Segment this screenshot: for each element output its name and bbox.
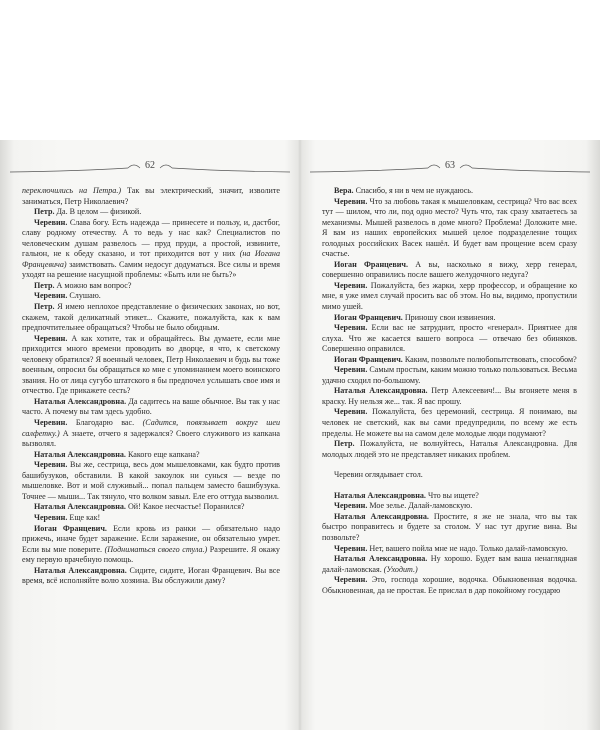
dialogue-text: А вы, насколько я вижу, херр генерал, совершенно оправились после вашего желудочного недуга? (322, 259, 577, 280)
paragraph (22, 418, 280, 450)
paragraph (322, 470, 577, 481)
dialogue-text: Еще как! (67, 512, 101, 522)
stage-direction: (Подниматься своего стула.) (104, 544, 208, 554)
speaker-name: Иоган Францевич. (334, 354, 403, 364)
paragraph (22, 502, 280, 513)
dialogue-text: заимствовать. Самим недосуг додуматься. Все силы и время уходят на решение насущной проблемы: «Быть или не быть?» (22, 259, 280, 280)
speaker-name: Наталья Александровна. (334, 490, 426, 500)
speaker-name: Наталья Александровна. (334, 386, 428, 396)
book-spread (0, 140, 600, 730)
dialogue-text: Ой! Какое несчастье! Поранился? (125, 502, 245, 512)
paragraph (22, 302, 280, 334)
page-header-left (0, 158, 300, 180)
speaker-name: Иоган Францевич. (334, 312, 403, 322)
dialogue-text: Благодарю вас. (67, 418, 143, 428)
paragraph (22, 207, 280, 218)
paragraph (322, 575, 577, 596)
paragraph (322, 554, 577, 575)
paragraph (322, 260, 577, 281)
dialogue-text: Если вас не затруднит, просто «генерал». Приятнее для слуха. Что же касается вашего вопроса — отвечаю без обиняков. Совершенно оправился. (322, 323, 577, 354)
dialogue-text: Так вы электрический, значит, изволите заниматься, Петр Николаевич? (22, 186, 281, 206)
dialogue-text: Пожалуйста, не волнуйтесь, Наталья Александровна. Для молодых людей это не представляет никаких проблем. (322, 439, 577, 459)
speaker-name: Иоган Францевич. (34, 523, 107, 533)
paragraph (322, 386, 577, 407)
dialogue-text: Слушаю. (67, 291, 101, 301)
paragraph (322, 323, 577, 355)
speaker-name: Наталья Александровна. (34, 396, 127, 406)
dialogue-text: Каким, позвольте полюбопытствовать, способом? (402, 354, 577, 364)
right-page (300, 140, 600, 730)
dialogue-text: Это, господа хорошие, водочка. Обыкновенная водочка. Обыкновенная, да не простая. Ее прислал в дар покойному государю (322, 575, 577, 595)
page-header-right (300, 158, 600, 180)
dialogue-text: Приношу свои извинения. (402, 312, 496, 322)
paragraph (22, 513, 280, 524)
speaker-name: Черевин. (334, 365, 368, 375)
dialogue-text: Да садитесь на ваше обычное. Вы так у нас часто. А почему вы там здесь удобно. (22, 396, 280, 417)
dialogue-text: Петр Алексеевич!... Вы вгоняете меня в краску. Ну нельзя же... так. Я вас прошу. (322, 386, 577, 406)
dialogue-text: Сидите, сидите, Иоган Францевич. Вы все время, всё исполняйте волю хозяина. Вы обслужили даму? (22, 565, 280, 586)
dialogue-text: Пожалуйста, без жарки, херр профессор, и обращение ко мне, я уже имел случай просить вас об этом. Но вы, видимо, пропустили мимо ушей. (322, 280, 577, 312)
paragraph (22, 524, 280, 566)
stage-direction: переключились на Петра.) (22, 186, 122, 195)
speaker-name: Черевин. (34, 418, 68, 428)
dialogue-text: А можно вам вопрос? (54, 280, 132, 290)
paragraph (322, 501, 577, 512)
dialogue-text: А как хотите, так и обращайтесь. Вы думаете, если мне приходится много времени проводить во дворце, я что, к светскому человеку обратился? Я военный человек, Петр Николаевич и будь вы тоже военным, опросил бы обращаться ко мне с упоминанием моего воинского звания. Но от лица сугубо штатского я бы предпочел услышать свое имя и отчество. Где прикажете сесть? (22, 333, 280, 396)
stage-direction: (на Иогана Францевича) (22, 249, 280, 269)
dialogue-text: Нет, вашего пойла мне не надо. Только далай-ламовскую. (367, 543, 568, 553)
right-page-text (322, 186, 577, 596)
paragraph (322, 544, 577, 555)
speaker-name: Наталья Александровна. (34, 502, 126, 512)
dialogue-text: Ну хорошо. Будет вам ваша ненаглядная далай-ламовская. (322, 554, 578, 574)
paragraph (22, 291, 280, 302)
paragraph (22, 186, 280, 207)
paragraph (322, 355, 577, 366)
speaker-name: Черевин. (334, 196, 368, 206)
speaker-name: Черевин. (34, 217, 68, 227)
speaker-name: Вера. (334, 186, 354, 195)
speaker-name: Наталья Александровна. (34, 565, 127, 575)
speaker-name: Наталья Александровна. (34, 449, 126, 459)
paragraph (22, 334, 280, 397)
paragraph (22, 281, 280, 292)
dialogue-text: Какого еще капкана? (125, 449, 200, 459)
paragraph (322, 313, 577, 324)
speaker-name: Черевин. (334, 407, 368, 417)
paragraph (22, 397, 280, 418)
speaker-name: Иоган Францевич. (334, 259, 409, 269)
paragraph (22, 460, 280, 502)
dialogue-text: Черевин оглядывает стол. (334, 470, 423, 480)
dialogue-text: Пожалуйста, без церемоний, сестрица. Я понимаю, вы человек не светский, как вы сами предупредили, по всему же есть пределы. Не можете вы на самом деле молодые люди подумают? (322, 407, 577, 438)
paragraph (322, 407, 577, 439)
speaker-name: Черевин. (334, 323, 368, 333)
left-page (0, 140, 300, 730)
stage-direction: (Садится, повязывает вокруг шеи салфетку.) (22, 418, 280, 438)
paragraph (322, 197, 577, 260)
speaker-name: Петр. (334, 439, 355, 449)
dialogue-text: Слава богу. Есть надежда — принесете и пользу, и, дастбог, славу родному отечеству. А то ведь у нас как? Специалистов по человеческим душам развелось — пруд пруди, а простой, извините, гальюн, не к обеду сказано, и тот приходится вот у них (22, 217, 280, 259)
speaker-name: Петр. (34, 207, 55, 217)
dialogue-text: Спасибо, я ни в чем не нуждаюсь. (353, 186, 474, 195)
speaker-name: Петр. (34, 280, 55, 290)
dialogue-text: Да. В целом — физикой. (54, 207, 142, 217)
dialogue-text: Самым простым, каким можно только пользоваться. Весьма удачно сходил по-большому. (322, 365, 577, 385)
page-number-left: 62 (145, 160, 155, 171)
speaker-name: Черевин. (34, 460, 68, 470)
paragraph (322, 186, 577, 197)
paragraph (322, 365, 577, 386)
paragraph (22, 218, 280, 281)
dialogue-text: Что за любовь такая к мышеловкам, сестрица? Что вас всех тут — шилом, что ли, под одно место? Чуть что, так сразу хватаетесь за механизмы. Мышей развелось в доме много? Проблема! Доложите мне. Я вам из наших европейских мышей целое подразделение тощих голодных российских Васек нашёл. И будет вам прощение всем сразу счастье. (322, 196, 577, 259)
paragraph (322, 281, 577, 313)
dialogue-text: А знаете, отчего я задержался? Своего служивого из капкана вызволял. (22, 428, 280, 449)
speaker-name: Черевин. (334, 501, 368, 511)
dialogue-text: Что вы ищете? (425, 490, 479, 500)
dialogue-text: Разрешите. Я окажу ему первую врачебную помощь. (22, 544, 280, 565)
dialogue-text: Простите, я же не знала, что вы так быстро поправитесь и будете за столом. У нас тут другие вина. Вы позвольте? (322, 511, 577, 542)
dialogue-text: Если кровь из ранки — обязательно надо прижечь, иначе будет заражение. Если заражение, он обязательно умрет. Если вы мне поверите. (22, 523, 280, 554)
speaker-name: Черевин. (34, 333, 68, 343)
paragraph (22, 566, 280, 587)
paragraph (22, 450, 280, 461)
speaker-name: Черевин. (34, 291, 68, 301)
speaker-name: Черевин. (334, 575, 368, 585)
dialogue-text: Я имею неплохое представление о физических законах, но вот, скажем, такой деликатный этикет... Скажите, пожалуйста, как к вам предпочтительнее обращаться? Чтобы не было обидным. (22, 302, 280, 333)
speaker-name: Черевин. (334, 280, 368, 290)
dialogue-text: Мое зелье. Далай-ламовскую. (367, 501, 473, 511)
speaker-name: Наталья Александровна. (334, 511, 429, 521)
dialogue-text: Вы же, сестрица, весь дом мышеловками, как будто против башибузуков, обставили. В какой закоулок ни сунься — везде по мышеловке. Вот и мой служивый... попал пальцем заместо башибузука. Точнее — мыши... Так тянуло, что волком завыл. Еле его оттуда вызволил. (22, 460, 280, 501)
stage-direction: (Уходит.) (383, 564, 418, 574)
left-page-text (22, 186, 280, 587)
paragraph (322, 512, 577, 544)
paragraph (322, 439, 577, 460)
speaker-name: Петр. (34, 302, 55, 312)
speaker-name: Черевин. (334, 543, 368, 553)
speaker-name: Черевин. (34, 512, 68, 522)
speaker-name: Наталья Александровна. (334, 554, 428, 564)
paragraph (322, 491, 577, 502)
page-number-right: 63 (445, 160, 455, 171)
